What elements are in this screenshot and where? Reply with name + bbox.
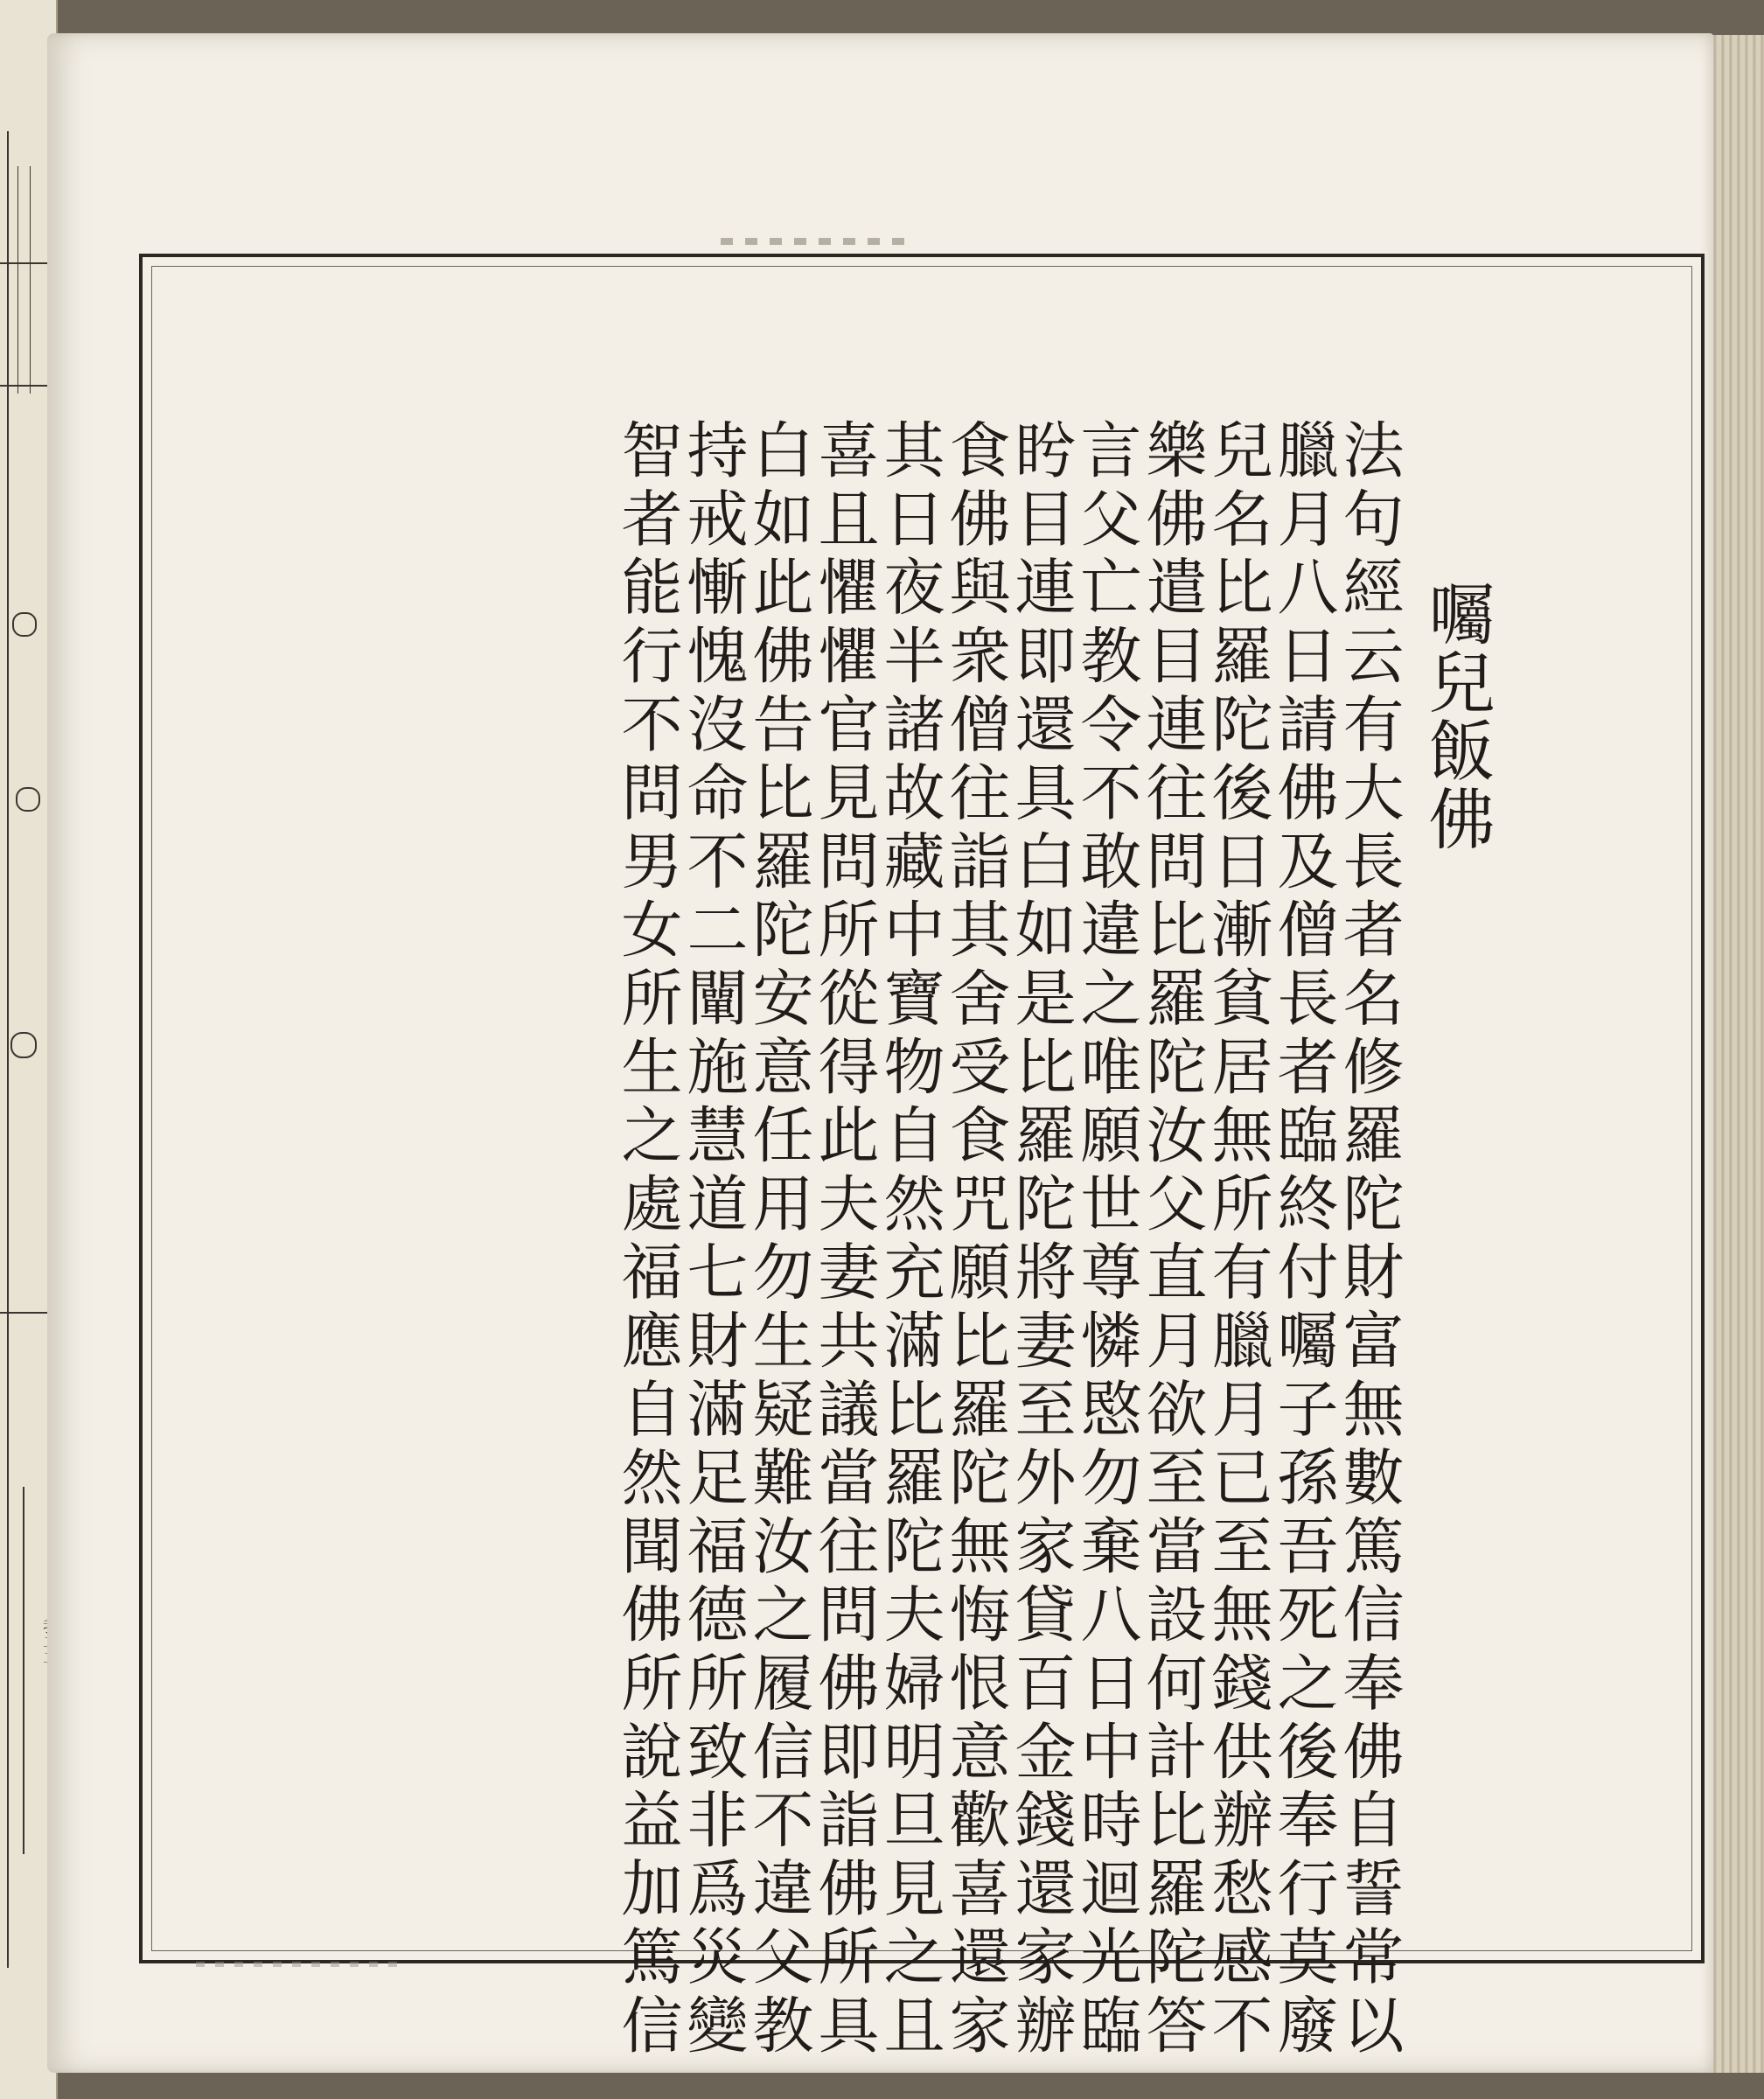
text-column: 持戒慚愧沒命不二闡施慧道七財滿足福德所致非爲災變 bbox=[677, 418, 749, 2062]
illustration-line bbox=[12, 612, 37, 637]
text-column: 其日夜半諸故藏中寶物自然充滿比羅陀夫婦明旦見之且 bbox=[874, 418, 945, 2062]
illustration-line bbox=[17, 166, 18, 394]
illustration-line bbox=[23, 1487, 24, 1854]
page-title: 囑兒飯佛 bbox=[1418, 580, 1496, 853]
text-column: 盻目連即還具白如是比羅陀將妻至外家貸百金錢還家辦 bbox=[1005, 418, 1077, 2062]
text-column: 法句經云有大長者名修羅陀財富無數篤信奉佛自誓常以 bbox=[1333, 418, 1405, 2062]
text-column: 兒名比羅陀後日漸貧居無所有臘月已至無錢供辦愁感不 bbox=[1202, 418, 1273, 2062]
illustration-line bbox=[10, 1032, 37, 1058]
illustration-line bbox=[0, 262, 52, 264]
printing-mark bbox=[196, 1962, 406, 1967]
text-column: 樂佛遣目連往問比羅陀汝父直月欲至當設何計比羅陀答 bbox=[1136, 418, 1208, 2062]
text-column: 白如此佛告比羅陀安意任用勿生疑難汝之履信不違父教 bbox=[743, 418, 814, 2062]
text-column: 喜且懼懼官見問所從得此夫妻共議當往問佛即詣佛所具 bbox=[808, 418, 880, 2062]
text-column: 臘月八日請佛及僧長者臨終付囑子孫吾死之後奉行莫廢 bbox=[1267, 418, 1339, 2062]
illustration-line bbox=[0, 1312, 52, 1314]
text-column: 智者能行不問男女所生之處福應自然聞佛所說益加篤信 bbox=[611, 418, 683, 2062]
book-page bbox=[47, 33, 1713, 2073]
illustration-line bbox=[16, 787, 40, 812]
illustration-line bbox=[30, 166, 31, 394]
printing-mark bbox=[721, 238, 913, 245]
illustration-line bbox=[7, 131, 9, 1968]
text-column: 食佛與衆僧往詣其舍受食咒願比羅陀無悔恨意歡喜還家 bbox=[939, 418, 1011, 2062]
illustration-line bbox=[0, 385, 52, 387]
text-column: 言父亡教令不敢違之唯願世尊憐愍勿棄八日中時迴光臨 bbox=[1070, 418, 1142, 2062]
